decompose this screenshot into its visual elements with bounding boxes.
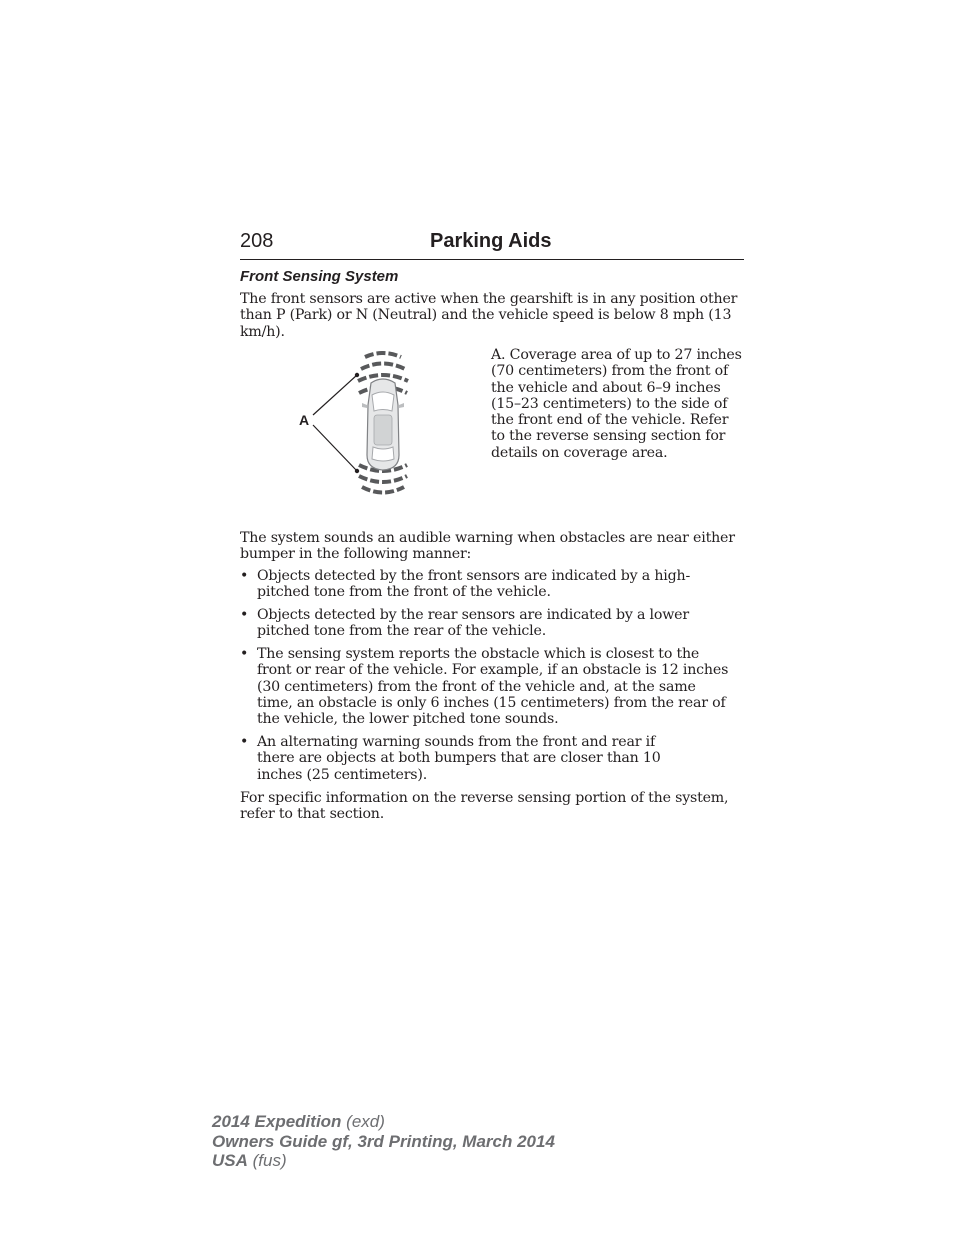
callout-dot-rear (355, 469, 359, 473)
chapter-title: Parking Aids (430, 230, 552, 252)
warning-intro-paragraph: The system sounds an audible warning when obstacles are near either bumper in the following manner: (240, 530, 735, 563)
footer-model-code: (exd) (346, 1112, 385, 1131)
callout-line-front (313, 375, 357, 415)
figure-caption: A. Coverage area of up to 27 inches (70 centimeters) from the front of the vehicle and about 6–9 inches (15–23 centimeters) to the side of the front end of the vehicle. Refer to the reverse sensing section for details on coverage area. (491, 347, 742, 461)
list-item (240, 568, 735, 601)
callout-dot-front (355, 373, 359, 377)
footer-guide: Owners Guide gf, 3rd Printing, March 2014 (212, 1131, 555, 1151)
footer-market: USA (212, 1151, 248, 1170)
footer-market-code: (fus) (252, 1151, 287, 1170)
list-item (240, 607, 739, 640)
vehicle-icon (362, 379, 404, 470)
bullet-text: Objects detected by the rear sensors are indicated by a lower pitched tone from the rear of the vehicle. (257, 607, 689, 640)
bullet-mark: • (240, 646, 249, 663)
bullet-mark: • (240, 734, 249, 751)
page-header (240, 229, 744, 260)
figure-callout-a: A (299, 412, 310, 428)
list-item (240, 734, 689, 783)
bullet-text: The sensing system reports the obstacle which is closest to the front or rear of the vehicle. For example, if an obstacle is 12 inches (30 centimeters) from the front of the vehicle and, at the same time, an obstacle is only 6 inches (15 centimeters) from the rear of the vehicle, the lower pitched tone sounds. (257, 646, 729, 728)
front-sensor-coverage-illustration (295, 345, 420, 505)
page-footer (212, 1112, 555, 1171)
section-heading: Front Sensing System (240, 268, 399, 285)
bullet-text: Objects detected by the front sensors are indicated by a high-pitched tone from the front of the vehicle. (257, 568, 691, 601)
bullet-text: An alternating warning sounds from the front and rear if there are objects at both bumpers that are closer than 10 inches (25 centimeters). (257, 734, 661, 783)
page-number: 208 (240, 230, 274, 252)
callout-line-rear (313, 425, 357, 471)
list-item (240, 646, 735, 727)
bullet-mark: • (240, 607, 249, 624)
closing-paragraph: For specific information on the reverse sensing portion of the system, refer to that section. (240, 790, 729, 823)
intro-paragraph: The front sensors are active when the gearshift is in any position other than P (Park) or N (Neutral) and the vehicle speed is below 8 mph (13 km/h). (240, 291, 738, 340)
warning-bullet-list (240, 568, 744, 790)
bullet-mark: • (240, 568, 249, 584)
footer-model: 2014 Expedition (212, 1112, 342, 1131)
